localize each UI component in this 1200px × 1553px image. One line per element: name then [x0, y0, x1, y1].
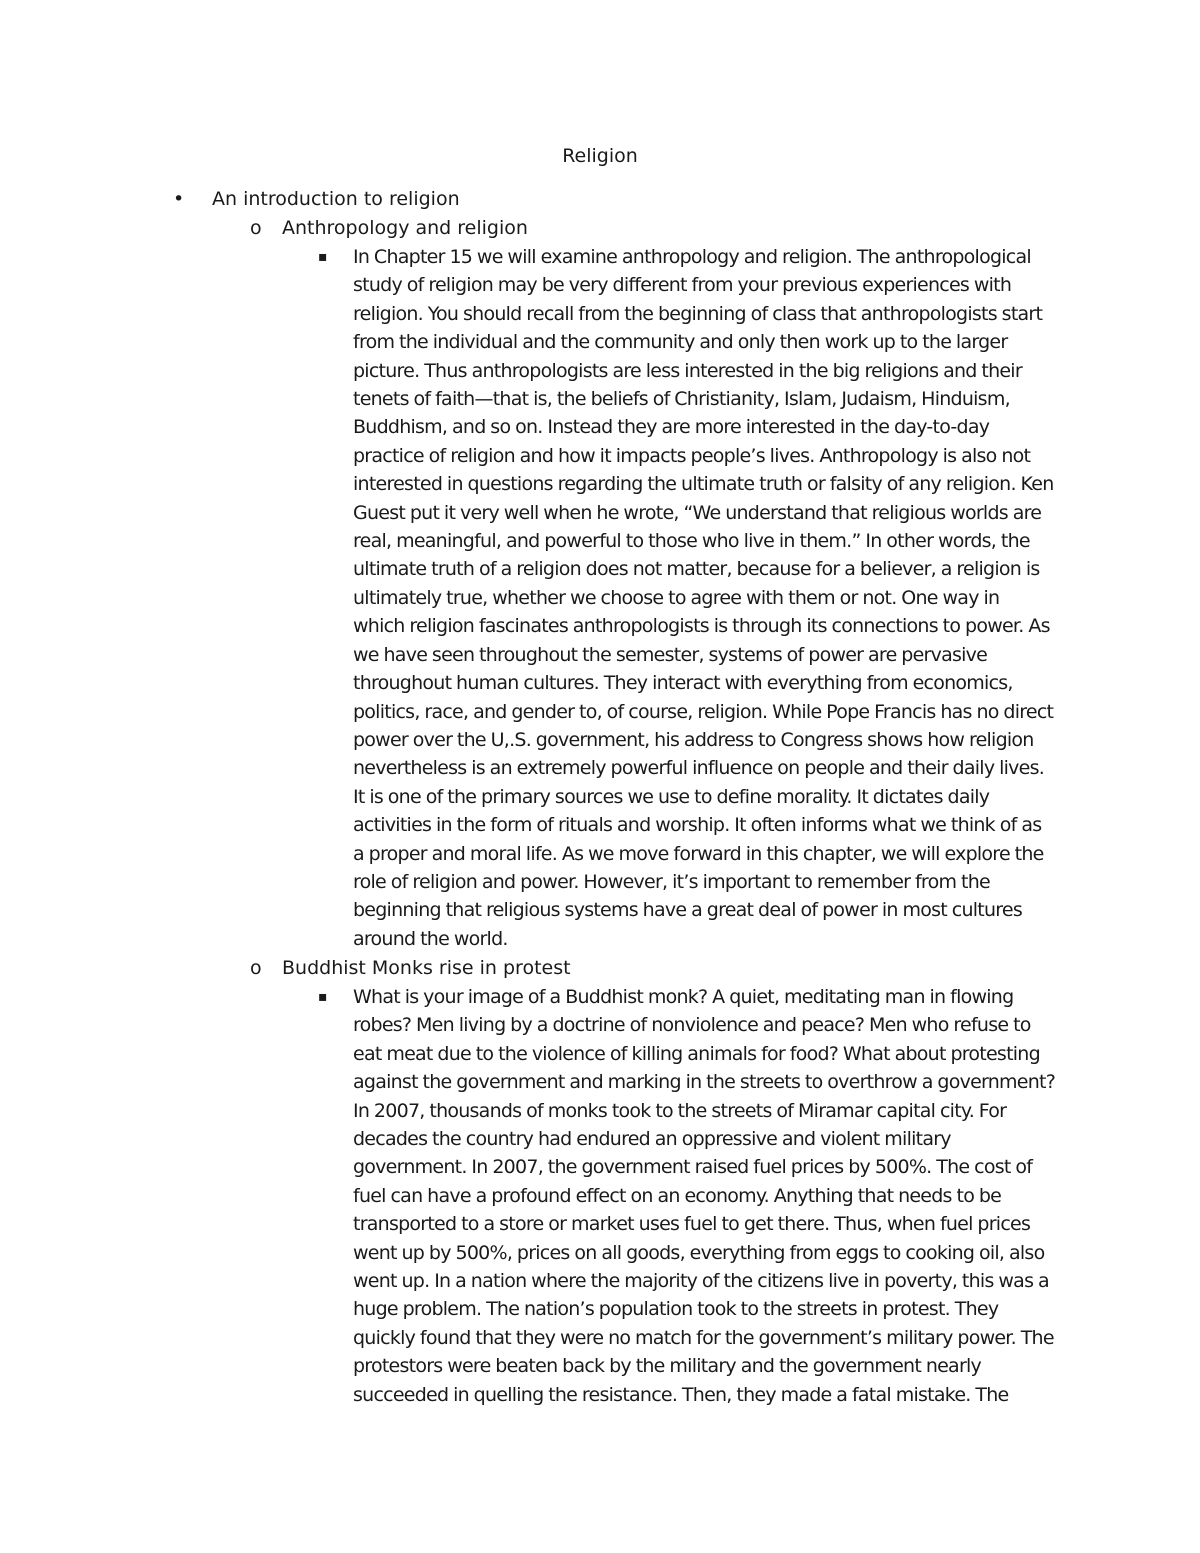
text-line: Guest put it very well when he wrote, “We understand that religious worlds are	[353, 501, 1042, 524]
text-line: decades the country had endured an oppressive and violent military	[353, 1128, 951, 1151]
text-line: picture. Thus anthropologists are less interested in the big religions and their	[353, 359, 1022, 382]
text-line: politics, race, and gender to, of course, religion. While Pope Francis has no direct	[353, 700, 1054, 723]
bullet-level2: o	[250, 217, 262, 239]
text-line: activities in the form of rituals and worship. It often informs what we think of as	[353, 814, 1042, 837]
text-line: In 2007, thousands of monks took to the streets of Miramar capital city. For	[353, 1099, 1007, 1122]
text-line: around the world.	[353, 927, 508, 950]
subsection-heading-anthropology: Anthropology and religion	[282, 217, 528, 239]
text-line: In Chapter 15 we will examine anthropology and religion. The anthropological	[353, 246, 1031, 268]
text-line: went up. In a nation where the majority of the citizens live in poverty, this was a	[353, 1270, 1049, 1293]
text-line: What is your image of a Buddhist monk? A quiet, meditating man in flowing	[353, 986, 1014, 1008]
text-line: eat meat due to the violence of killing animals for food? What about protesting	[353, 1042, 1040, 1065]
text-line: Buddhism, and so on. Instead they are more interested in the day-to-day	[353, 416, 990, 439]
text-line: throughout human cultures. They interact with everything from economics,	[353, 672, 1013, 695]
section-heading: An introduction to religion	[212, 188, 460, 210]
text-line: ultimate truth of a religion does not matter, because for a believer, a religion is	[353, 558, 1040, 581]
text-line: practice of religion and how it impacts people’s lives. Anthropology is also not	[353, 444, 1031, 467]
document-title: Religion	[562, 145, 638, 167]
text-line: transported to a store or market uses fuel to get there. Thus, when fuel prices	[353, 1213, 1031, 1236]
text-line: role of religion and power. However, it’s important to remember from the	[353, 870, 990, 893]
text-line: fuel can have a profound effect on an economy. Anything that needs to be	[353, 1184, 1002, 1207]
text-line: ultimately true, whether we choose to agree with them or not. One way in	[353, 586, 1000, 609]
paragraph-buddhist-monks	[353, 983, 1055, 1409]
paragraph-anthropology	[353, 243, 1055, 953]
bullet-level3: ▪	[318, 989, 328, 1005]
text-line: nevertheless is an extremely powerful influence on people and their daily lives.	[353, 757, 1045, 780]
text-line: religion. You should recall from the beginning of class that anthropologists start	[353, 302, 1043, 325]
text-line: power over the U,.S. government, his address to Congress shows how religion	[353, 728, 1034, 751]
text-line: beginning that religious systems have a great deal of power in most cultures	[353, 899, 1023, 922]
text-line: protestors were beaten back by the military and the government nearly	[353, 1355, 982, 1378]
bullet-level3: ▪	[318, 249, 328, 265]
text-line: robes? Men living by a doctrine of nonviolence and peace? Men who refuse to	[353, 1014, 1031, 1037]
text-line: study of religion may be very different from your previous experiences with	[353, 274, 1012, 297]
text-line: from the individual and the community and only then work up to the larger	[353, 331, 1008, 354]
text-line: quickly found that they were no match for the government’s military power. The	[353, 1326, 1054, 1349]
text-line: we have seen throughout the semester, systems of power are pervasive	[353, 643, 988, 666]
text-line: succeeded in quelling the resistance. Then, they made a fatal mistake. The	[353, 1383, 1009, 1406]
text-line: went up by 500%, prices on all goods, everything from eggs to cooking oil, also	[353, 1241, 1045, 1264]
text-line: government. In 2007, the government raised fuel prices by 500%. The cost of	[353, 1156, 1033, 1179]
text-line: interested in questions regarding the ultimate truth or falsity of any religion. Ken	[353, 473, 1054, 496]
subsection-heading-buddhist-monks: Buddhist Monks rise in protest	[282, 957, 571, 979]
text-line: a proper and moral life. As we move forward in this chapter, we will explore the	[353, 842, 1044, 865]
text-line: tenets of faith—that is, the beliefs of Christianity, Islam, Judaism, Hinduism,	[353, 388, 1010, 411]
text-line: real, meaningful, and powerful to those who live in them.” In other words, the	[353, 530, 1030, 553]
text-line: against the government and marking in the streets to overthrow a government?	[353, 1071, 1056, 1094]
text-line: which religion fascinates anthropologists is through its connections to power. As	[353, 615, 1050, 638]
bullet-level1: •	[173, 188, 185, 210]
text-line: It is one of the primary sources we use to define morality. It dictates daily	[353, 785, 990, 808]
text-line: huge problem. The nation’s population took to the streets in protest. They	[353, 1298, 999, 1321]
bullet-level2: o	[250, 957, 262, 979]
